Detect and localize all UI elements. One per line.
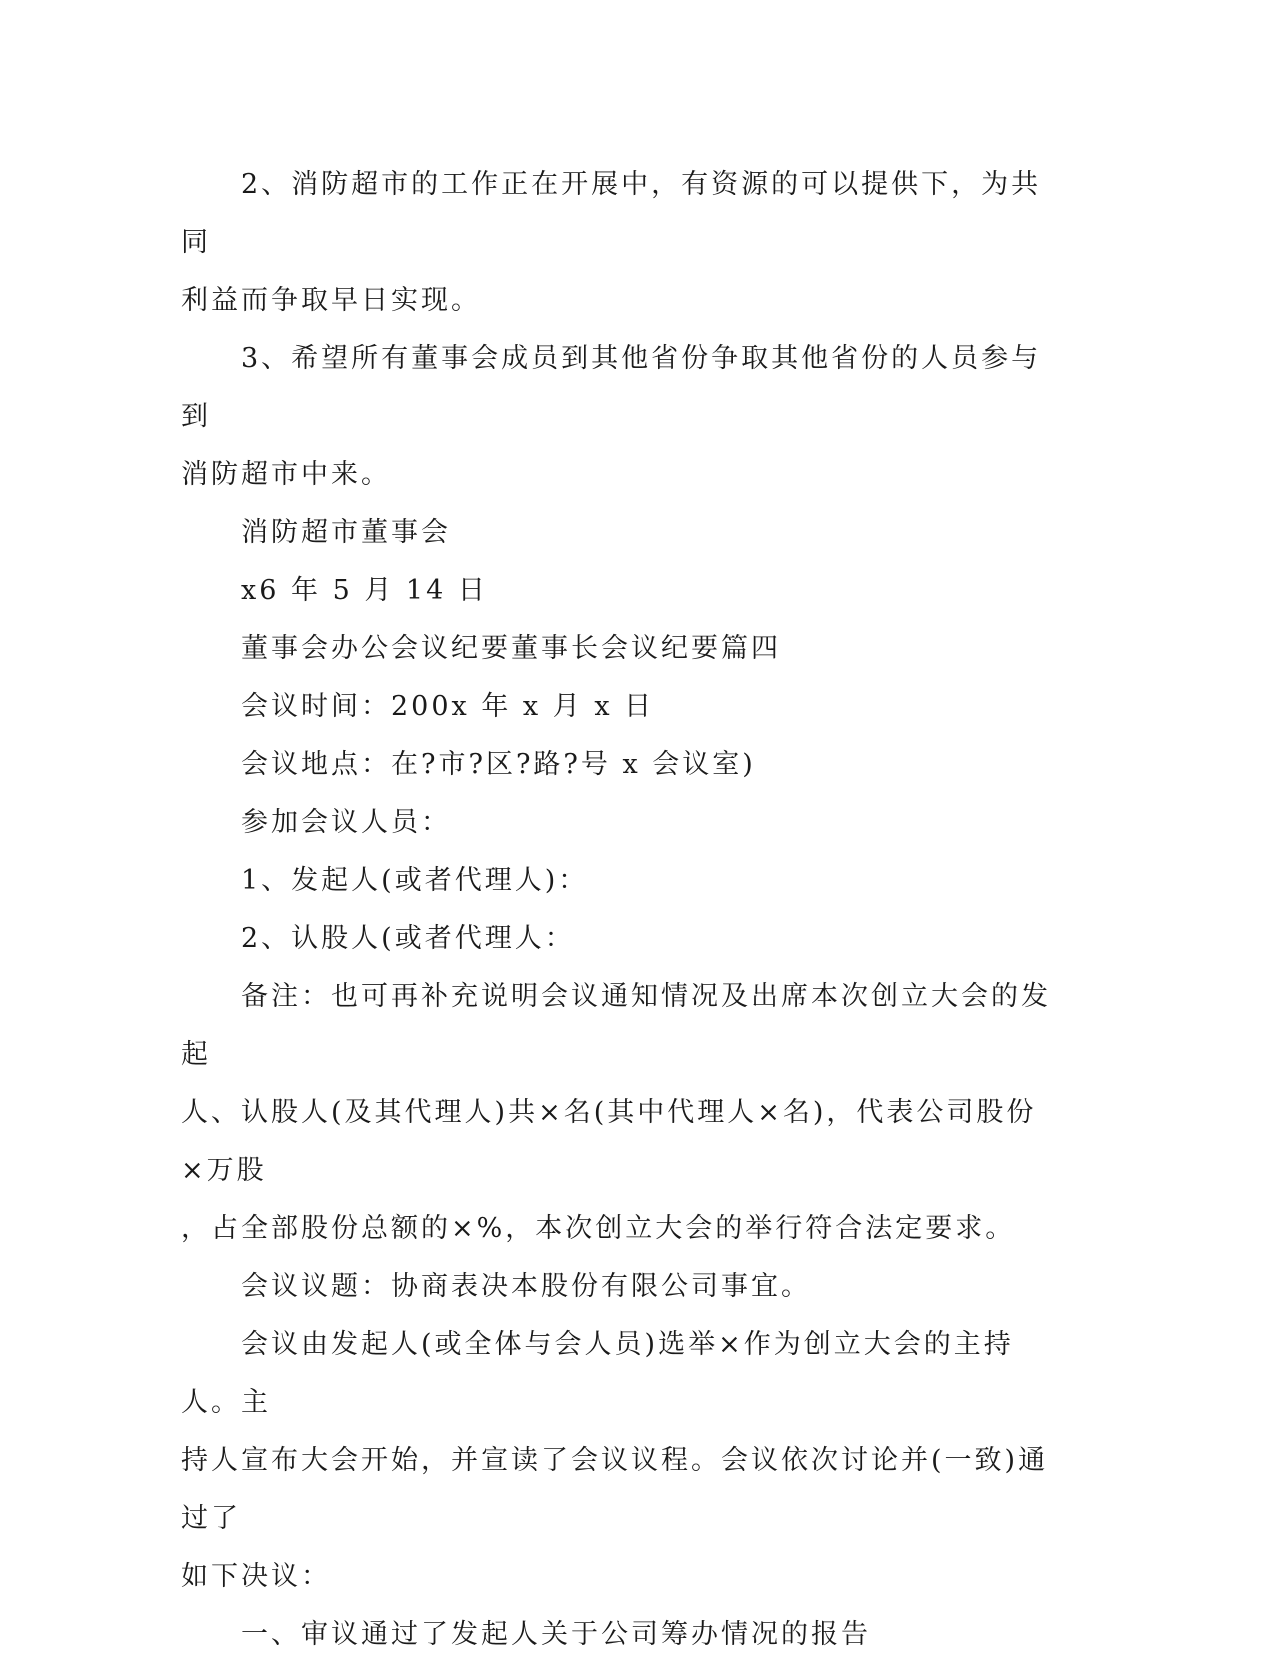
text-line: 1、发起人(或者代理人)：	[181, 865, 589, 896]
text-line: 消防超市董事会	[181, 517, 451, 548]
text-line: 会议时间：200x 年 x 月 x 日	[181, 691, 655, 722]
paragraph	[181, 1316, 1061, 1606]
text-line: 董事会办公会议纪要董事长会议纪要篇四	[181, 633, 781, 664]
text-line: 利益而争取早日实现。	[181, 285, 481, 316]
attendee-item	[181, 852, 1061, 910]
remarks-paragraph	[181, 968, 1061, 1258]
text-line: 会议地点：在?市?区?路?号 x 会议室)	[181, 749, 756, 780]
resolution-item	[181, 1606, 1061, 1664]
section-title	[181, 620, 1061, 678]
meeting-time	[181, 678, 1061, 736]
text-line: 持人宣布大会开始，并宣读了会议议程。会议依次讨论并(一致)通过了	[181, 1445, 1049, 1534]
meeting-location	[181, 736, 1061, 794]
text-line: 一、审议通过了发起人关于公司筹办情况的报告	[181, 1619, 871, 1650]
text-line: 备注：也可再补充说明会议通知情况及出席本次创立大会的发起	[181, 981, 1051, 1070]
text-line: 2、认股人(或者代理人：	[181, 923, 575, 954]
attendee-item	[181, 910, 1061, 968]
text-line: 3、希望所有董事会成员到其他省份争取其他省份的人员参与到	[181, 343, 1042, 432]
text-line: 参加会议人员：	[181, 807, 451, 838]
meeting-topic	[181, 1258, 1061, 1316]
text-line: 消防超市中来。	[181, 459, 391, 490]
text-line: 2、消防超市的工作正在开展中，有资源的可以提供下，为共同	[181, 169, 1042, 258]
text-line: 如下决议：	[181, 1561, 331, 1592]
paragraph	[181, 156, 1061, 330]
attendees-heading	[181, 794, 1061, 852]
signature-org	[181, 504, 1061, 562]
document-body	[181, 156, 1061, 1664]
paragraph	[181, 330, 1061, 504]
text-line: x6 年 5 月 14 日	[181, 575, 488, 606]
text-line: 会议议题：协商表决本股份有限公司事宜。	[181, 1271, 811, 1302]
text-line: ，占全部股份总额的×%，本次创立大会的举行符合法定要求。	[181, 1213, 1016, 1244]
text-line: 人、认股人(及其代理人)共×名(其中代理人×名)，代表公司股份×万股	[181, 1097, 1037, 1186]
signature-date	[181, 562, 1061, 620]
text-line: 会议由发起人(或全体与会人员)选举×作为创立大会的主持人。主	[181, 1329, 1014, 1418]
